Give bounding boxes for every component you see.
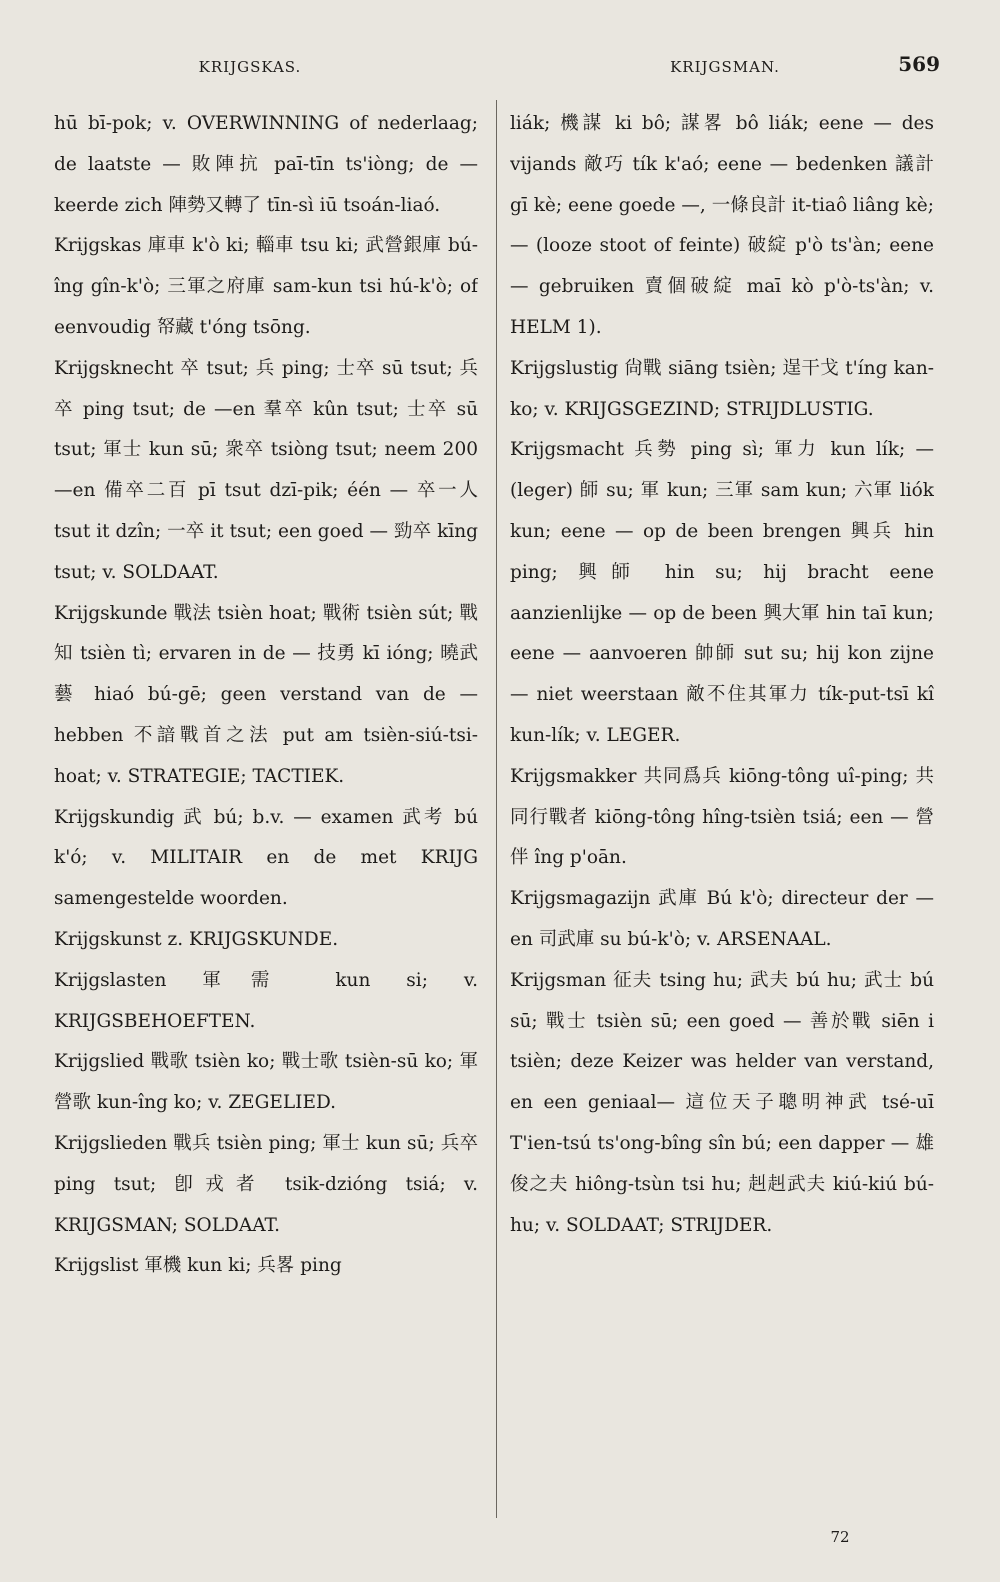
entry-paragraph: Krijgslied 戰歌 tsièn ko; 戰士歌 tsièn-sū ko; 軍營歌 kun-îng ko; v. ZEGELIED. [54,1051,478,1114]
entry-paragraph: Krijgslasten 軍需 kun si; v. KRIJGSBEHOEFTEN. [54,969,478,1032]
entry-paragraph: Krijgskunst z. KRIJGSKUNDE. [54,928,339,950]
entry-paragraph: Krijgskas 庫車 k'ò ki; 輜車 tsu ki; 武營銀庫 bú-îng gîn-k'ò; 三軍之府庫 sam-kun tsi hú-k'ò; of eenvoudig 帑藏 t'óng tsōng. [54,235,478,338]
entry-paragraph: Krijgskundig 武 bú; b.v. — examen 武考 bú k'ó; v. MILITAIR en de met KRIJG samengestelde woorden. [54,806,478,910]
running-head-left: KRIJGSKAS. [198,58,302,76]
entry-paragraph: hū bī-pok; v. OVERWINNING of nederlaag; de laatste — 敗陣抗 paī-tīn ts'iòng; de — keerde zich 陣勢又轉了 tīn-sì iū tsoán-liaó. [54,113,478,216]
entry-paragraph: Krijgslist 軍機 kun ki; 兵畧 ping [54,1255,342,1277]
entry-paragraph: Krijgsmacht 兵勢 ping sì; 軍力 kun lík; — (leger) 師 su; 軍 kun; 三軍 sam kun; 六軍 liók kun; eene — op de been brengen 興兵 hin ping; 興師 hin su; hij bracht eene aanzienlijke — op de been 興大軍 hin taī kun; eene — aanvoeren 帥師 sut su; hij kon zijne — niet weerstaan 敵不住其軍力 tík-put-tsī kî kun-lík; v. LEGER. [510,439,934,746]
right-column [510,104,934,1514]
entry-paragraph: Krijgsman 征夫 tsing hu; 武夫 bú hu; 武士 bú sū; 戰士 tsièn sū; een goed — 善於戰 siēn i tsièn; deze Keizer was helder van verstand, en een geniaal— 這位天子聰明神武 tsé-uī T'ien-tsú ts'ong-bîng sîn bú; een dapper — 雄俊之夫 hiông-tsùn tsi hu; 赳赳武夫 kiú-kiú bú-hu; v. SOLDAAT; STRIJDER. [510,969,934,1236]
column-divider [496,100,497,1518]
entry-paragraph: Krijgsmakker 共同爲兵 kiōng-tông uî-ping; 共同行戰者 kiōng-tông hîng-tsièn tsiá; een — 營伴 îng p'oān. [510,765,934,869]
page-number: 569 [898,52,940,76]
entry-paragraph: Krijgsmagazijn 武庫 Bú k'ò; directeur der —en 司武庫 su bú-k'ò; v. ARSENAAL. [510,888,934,950]
entry-paragraph: liák; 機謀 ki bô; 謀畧 bô liák; eene — des vijands 敵巧 tík k'aó; eene — bedenken 議計 gī kè; eene goede —, 一條良計 it-tiaô liâng kè; — (looze stoot of feinte) 破綻 p'ò ts'àn; eene — gebruiken 賣個破綻 maī kò p'ò-ts'àn; v. HELM 1). [510,113,934,338]
left-column [54,104,478,1514]
signature-mark: 72 [830,1528,850,1546]
running-head-right: KRIJGSMAN. [670,58,780,76]
entry-paragraph: Krijgskunde 戰法 tsièn hoat; 戰術 tsièn sút; 戰知 tsièn tì; ervaren in de — 技勇 kī ióng; 曉武藝 hiaó bú-gē; geen verstand van de — hebben 不諳戰首之法 put am tsièn-siú-tsi-hoat; v. STRATEGIE; TACTIEK. [54,602,478,787]
entry-paragraph: Krijgsknecht 卒 tsut; 兵 ping; 士卒 sū tsut; 兵卒 ping tsut; de —en 羣卒 kûn tsut; 士卒 sū tsut; 軍士 kun sū; 衆卒 tsiòng tsut; neem 200 —en 備卒二百 pī tsut dzī-pik; één — 卒一人 tsut it dzîn; 一卒 it tsut; een goed — 勁卒 kīng tsut; v. SOLDAAT. [54,357,478,583]
entry-paragraph: Krijgslieden 戰兵 tsièn ping; 軍士 kun sū; 兵卒 ping tsut; 卽戎者 tsik-dzióng tsiá; v. KRIJGSMAN; SOLDAAT. [54,1132,478,1236]
entry-paragraph: Krijgslustig 尙戰 siāng tsièn; 逞干戈 t'íng kan-ko; v. KRIJGSGEZIND; STRIJDLUSTIG. [510,357,934,420]
